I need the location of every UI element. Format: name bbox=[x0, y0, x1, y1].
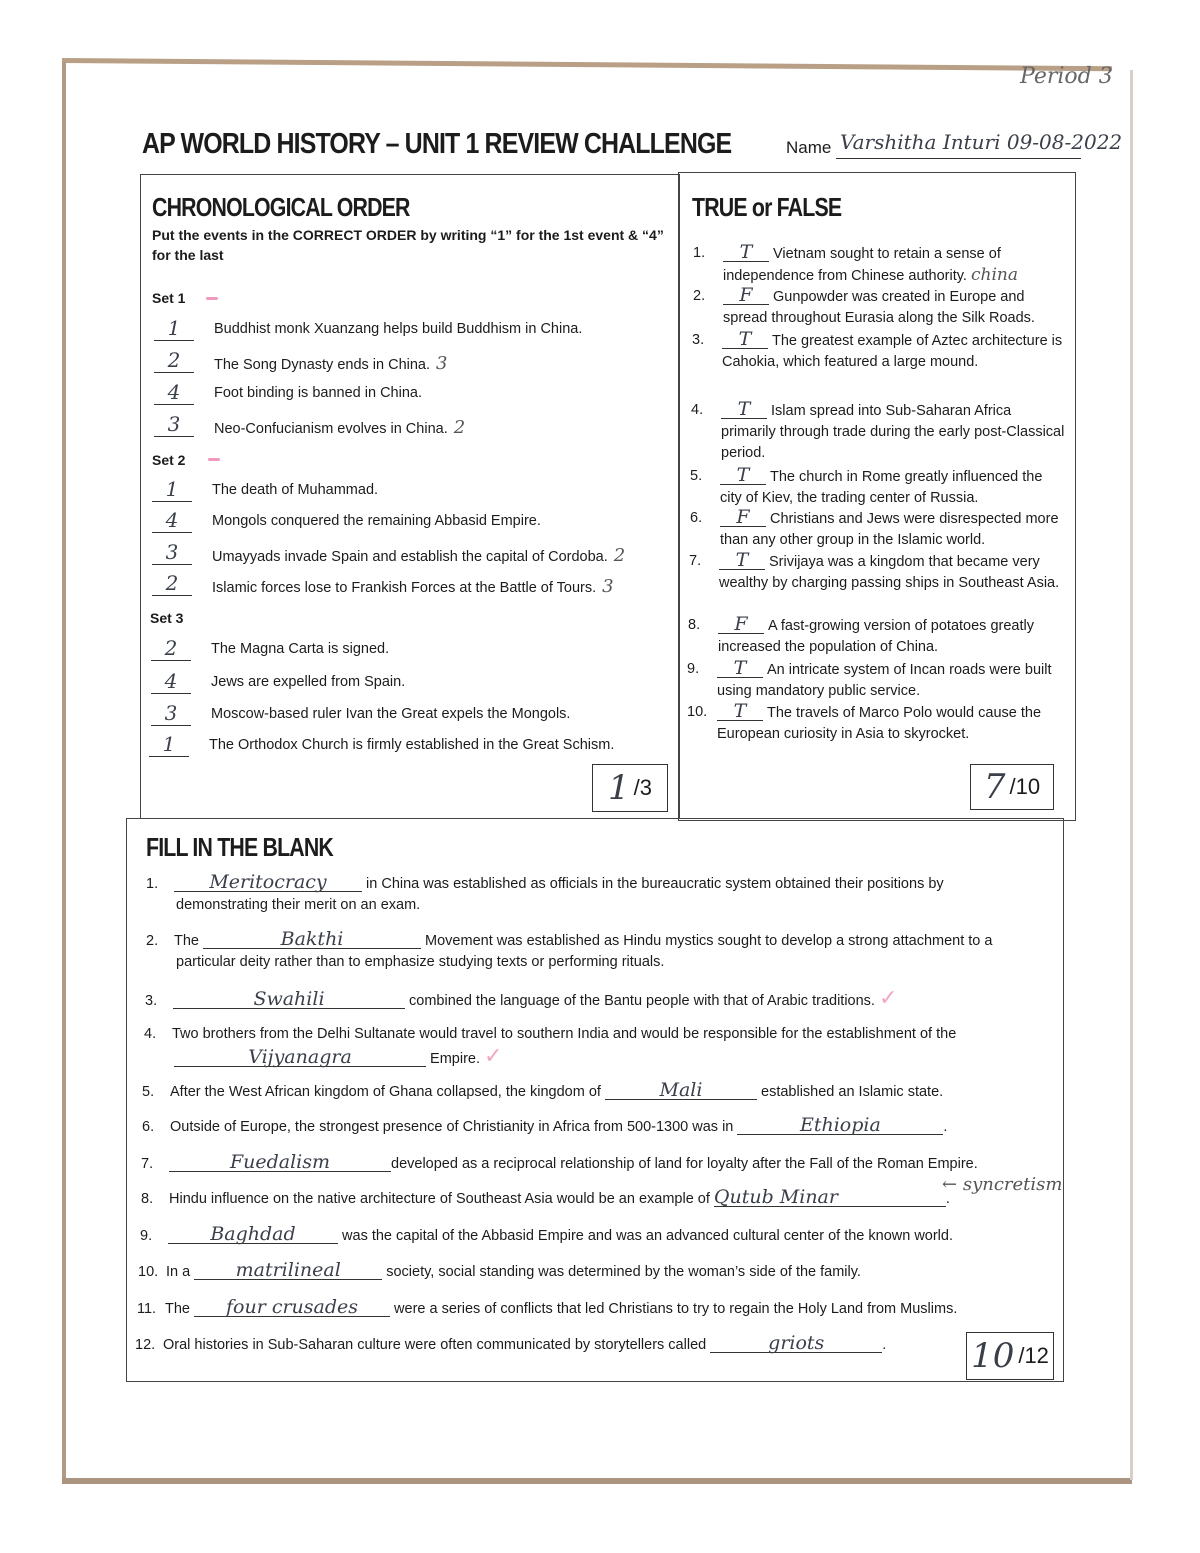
order-note: 3 bbox=[436, 353, 448, 374]
fill-after: Empire. bbox=[426, 1051, 480, 1067]
fill-after: Movement was established as Hindu mystics sought to develop a strong attachment to a bbox=[421, 933, 993, 949]
order-text: Foot binding is banned in China. bbox=[214, 385, 422, 401]
tf-text: Srivijaya was a kingdom that became very wealthy by charging passing ships in Southeast Asia. bbox=[719, 554, 1060, 591]
tf-item bbox=[693, 284, 1068, 329]
order-note: 2 bbox=[453, 417, 466, 438]
fill-note: syncretism bbox=[962, 1174, 1063, 1195]
order-text: Umayyads invade Spain and establish the capital of Cordoba. bbox=[212, 549, 608, 565]
order-answer[interactable]: 3 bbox=[152, 542, 192, 565]
tf-item bbox=[690, 506, 1065, 551]
tf-text: The church in Rome greatly influenced the city of Kiev, the trading center of Russia. bbox=[720, 469, 1043, 506]
fill-before: The bbox=[174, 933, 204, 949]
order-text: Neo-Confucianism evolves in China. bbox=[214, 421, 448, 437]
fill-number: 11. bbox=[137, 1301, 157, 1317]
order-text: Mongols conquered the remaining Abbasid Empire. bbox=[212, 513, 541, 529]
order-answer[interactable]: 2 bbox=[152, 573, 192, 596]
fill-number: 7. bbox=[141, 1156, 154, 1172]
fill-after: was the capital of the Abbasid Empire and was an advanced cultural center of the known world. bbox=[338, 1228, 953, 1244]
fill-after: developed as a reciprocal relationship of land for loyalty after the Fall of the Roman Empire. bbox=[391, 1156, 978, 1172]
tf-item bbox=[687, 657, 1062, 702]
set-label: Set 2 bbox=[152, 452, 186, 468]
order-note: 3 bbox=[602, 576, 614, 597]
fill-number: 2. bbox=[146, 933, 159, 949]
arrow-left-icon: ← bbox=[942, 1174, 958, 1195]
page-title: AP WORLD HISTORY – UNIT 1 REVIEW CHALLENGE bbox=[142, 128, 732, 160]
pink-mark bbox=[206, 297, 218, 300]
fill-answer[interactable]: Qutub Minar bbox=[714, 1188, 946, 1207]
fill-number: 5. bbox=[142, 1084, 155, 1100]
chronological-title: CHRONOLOGICAL ORDER bbox=[152, 192, 410, 222]
fill-blank-score-box bbox=[966, 1332, 1054, 1380]
fill-item bbox=[140, 1225, 1045, 1247]
true-false-score: 7 bbox=[983, 767, 1006, 807]
fill-item bbox=[141, 1188, 1046, 1210]
fill-answer[interactable]: Vijyanagra bbox=[174, 1048, 426, 1067]
tf-text: Islam spread into Sub-Saharan Africa primarily through trade during the early post-Classical period. bbox=[721, 403, 1065, 461]
tf-text: The greatest example of Aztec architecture is Cahokia, which featured a large mound. bbox=[722, 333, 1063, 370]
order-text: The death of Muhammad. bbox=[212, 482, 379, 498]
order-text: The Magna Carta is signed. bbox=[211, 641, 390, 657]
fill-before: Two brothers from the Delhi Sultanate would travel to southern India and would be responsible for the establishment of the bbox=[172, 1026, 957, 1042]
tf-answer[interactable]: F bbox=[720, 508, 766, 527]
name-label: Name bbox=[786, 138, 832, 157]
fill-number: 8. bbox=[141, 1191, 154, 1207]
fill-number: 4. bbox=[144, 1026, 157, 1042]
paper-edge-left bbox=[62, 62, 66, 1482]
true-false-title: TRUE or FALSE bbox=[692, 192, 842, 222]
tf-item bbox=[693, 241, 1068, 287]
fill-blank-score: 10 bbox=[971, 1336, 1015, 1376]
order-answer[interactable]: 4 bbox=[154, 382, 194, 405]
fill-after: . bbox=[943, 1119, 948, 1135]
tf-number: 9. bbox=[687, 661, 700, 677]
tf-number: 2. bbox=[693, 288, 706, 304]
tf-answer[interactable]: T bbox=[722, 330, 768, 349]
fill-number: 12. bbox=[135, 1337, 156, 1353]
order-text: Buddhist monk Xuanzang helps build Buddhism in China. bbox=[214, 321, 583, 337]
order-answer[interactable]: 4 bbox=[152, 510, 192, 533]
syncretism-note bbox=[942, 1174, 1062, 1195]
fill-after: . bbox=[945, 1191, 950, 1207]
fill-answer[interactable]: Mali bbox=[605, 1081, 757, 1100]
fill-before: In a bbox=[166, 1264, 195, 1280]
chronological-instructions: Put the events in the CORRECT ORDER by writing “1” for the 1st event & “4” for the last bbox=[152, 227, 664, 263]
fill-after: society, social standing was determined by the woman’s side of the family. bbox=[382, 1264, 861, 1280]
order-answer[interactable]: 1 bbox=[152, 479, 192, 502]
fill-after: established an Islamic state. bbox=[756, 1084, 944, 1100]
order-answer[interactable]: 2 bbox=[151, 638, 191, 661]
fill-before: Hindu influence on the native architecture of Southeast Asia would be an example of bbox=[169, 1191, 714, 1207]
order-note: 2 bbox=[613, 545, 626, 566]
tf-answer[interactable]: T bbox=[717, 659, 763, 678]
fill-after: combined the language of the Bantu people with that of Arabic traditions. bbox=[405, 993, 875, 1009]
fill-answer[interactable]: four crusades bbox=[194, 1298, 390, 1317]
true-false-score-total: /10 bbox=[1009, 774, 1041, 799]
tf-text: Christians and Jews were disrespected more than any other group in the Islamic world. bbox=[720, 511, 1059, 548]
tf-item bbox=[691, 398, 1066, 464]
tf-answer[interactable]: T bbox=[717, 702, 763, 721]
period-note: Period 3 bbox=[1020, 64, 1113, 89]
tf-note: china bbox=[971, 265, 1018, 285]
set-label: Set 3 bbox=[150, 610, 184, 626]
tf-text: Vietnam sought to retain a sense of independence from Chinese authority. bbox=[723, 246, 1001, 284]
fill-answer[interactable]: Bakthi bbox=[203, 930, 421, 949]
fill-item bbox=[142, 1081, 1047, 1103]
tf-text: The travels of Marco Polo would cause the European curiosity in Asia to skyrocket. bbox=[717, 705, 1042, 742]
tf-number: 4. bbox=[691, 402, 704, 418]
tf-answer[interactable]: T bbox=[720, 466, 766, 485]
tf-number: 6. bbox=[690, 510, 703, 526]
fill-item bbox=[144, 1024, 1049, 1070]
fill-answer[interactable]: Meritocracy bbox=[174, 873, 362, 892]
order-answer[interactable]: 4 bbox=[151, 671, 191, 694]
fill-item bbox=[137, 1298, 1042, 1320]
tf-number: 1. bbox=[693, 245, 706, 261]
tf-answer[interactable]: T bbox=[719, 551, 765, 570]
fill-number: 1. bbox=[146, 876, 159, 892]
set-label: Set 1 bbox=[152, 290, 186, 306]
order-text: The Song Dynasty ends in China. bbox=[214, 357, 431, 373]
order-answer[interactable]: 1 bbox=[154, 318, 194, 341]
tf-answer[interactable]: F bbox=[718, 615, 764, 634]
fill-number: 9. bbox=[140, 1228, 153, 1244]
fill-answer[interactable]: matrilineal bbox=[194, 1261, 382, 1280]
fill-answer[interactable]: Baghdad bbox=[168, 1225, 338, 1244]
fill-blank-score-total: /12 bbox=[1018, 1343, 1049, 1368]
fill-answer[interactable]: Fuedalism bbox=[169, 1153, 391, 1172]
order-answer[interactable]: 3 bbox=[151, 703, 191, 726]
fill-item bbox=[145, 987, 1050, 1012]
fill-item bbox=[146, 873, 1051, 916]
fill-number: 10. bbox=[138, 1264, 159, 1280]
order-answer[interactable]: 2 bbox=[154, 350, 194, 373]
paper-edge-top bbox=[62, 58, 1112, 71]
order-answer[interactable]: 1 bbox=[149, 734, 189, 757]
fill-after: were a series of conflicts that led Christians to try to regain the Holy Land from Muslims. bbox=[390, 1301, 958, 1317]
fill-before: After the West African kingdom of Ghana collapsed, the kingdom of bbox=[170, 1084, 605, 1100]
fill-blank-title: FILL IN THE BLANK bbox=[146, 832, 334, 862]
order-text: The Orthodox Church is firmly established in the Great Schism. bbox=[209, 737, 615, 753]
pink-mark bbox=[208, 458, 220, 461]
fill-item bbox=[141, 1153, 1046, 1175]
tf-number: 10. bbox=[687, 704, 708, 720]
fill-before: Outside of Europe, the strongest presence of Christianity in Africa from 500-1300 was in bbox=[170, 1119, 738, 1135]
fill-before: Oral histories in Sub-Saharan culture were often communicated by storytellers called bbox=[163, 1337, 711, 1353]
tf-number: 8. bbox=[688, 617, 701, 633]
tf-answer[interactable]: F bbox=[723, 286, 769, 305]
fill-answer[interactable]: griots bbox=[710, 1334, 882, 1353]
tf-item bbox=[687, 700, 1062, 745]
chronological-score-box bbox=[592, 764, 668, 812]
order-text: Jews are expelled from Spain. bbox=[211, 674, 406, 690]
name-field[interactable]: Varshitha Inturi 09-08-2022 bbox=[840, 130, 1123, 154]
paper-edge-right bbox=[1130, 70, 1133, 1480]
chronological-score: 1 bbox=[608, 768, 630, 808]
tf-text: A fast-growing version of potatoes greatly increased the population of China. bbox=[718, 618, 1034, 655]
fill-after: in China was established as officials in the bureaucratic system obtained their positions by bbox=[362, 876, 944, 892]
tf-number: 5. bbox=[690, 468, 703, 484]
check-mark: ✓ bbox=[879, 985, 898, 1010]
tf-item bbox=[692, 328, 1067, 373]
fill-continuation: particular deity rather than to emphasize studying texts or performing rituals. bbox=[176, 954, 665, 970]
fill-answer[interactable]: Ethiopia bbox=[737, 1116, 943, 1135]
fill-answer[interactable]: Swahili bbox=[173, 990, 405, 1009]
tf-number: 3. bbox=[692, 332, 705, 348]
tf-answer[interactable]: T bbox=[721, 400, 767, 419]
fill-number: 3. bbox=[145, 993, 158, 1009]
chronological-score-total: /3 bbox=[633, 775, 652, 800]
tf-number: 7. bbox=[689, 553, 702, 569]
fill-item bbox=[135, 1334, 965, 1356]
order-text: Moscow-based ruler Ivan the Great expels the Mongols. bbox=[211, 706, 571, 722]
name-line bbox=[836, 158, 1081, 159]
fill-after: . bbox=[882, 1337, 887, 1353]
tf-text: Gunpowder was created in Europe and spread throughout Eurasia along the Silk Roads. bbox=[723, 289, 1035, 326]
tf-answer[interactable]: T bbox=[723, 243, 769, 262]
true-false-score-box bbox=[970, 764, 1054, 810]
fill-continuation: demonstrating their merit on an exam. bbox=[176, 897, 421, 913]
fill-item bbox=[146, 930, 1051, 973]
tf-item bbox=[689, 549, 1064, 594]
order-text: Islamic forces lose to Frankish Forces at the Battle of Tours. bbox=[212, 580, 597, 596]
paper-edge-bottom bbox=[62, 1478, 1132, 1484]
tf-item bbox=[688, 613, 1063, 658]
order-answer[interactable]: 3 bbox=[154, 414, 194, 437]
fill-item bbox=[138, 1261, 1043, 1283]
tf-item bbox=[690, 464, 1065, 509]
fill-number: 6. bbox=[142, 1119, 155, 1135]
tf-text: An intricate system of Incan roads were built using mandatory public service. bbox=[717, 662, 1052, 699]
fill-item bbox=[142, 1116, 1047, 1138]
fill-before: The bbox=[165, 1301, 195, 1317]
check-mark: ✓ bbox=[484, 1043, 503, 1068]
